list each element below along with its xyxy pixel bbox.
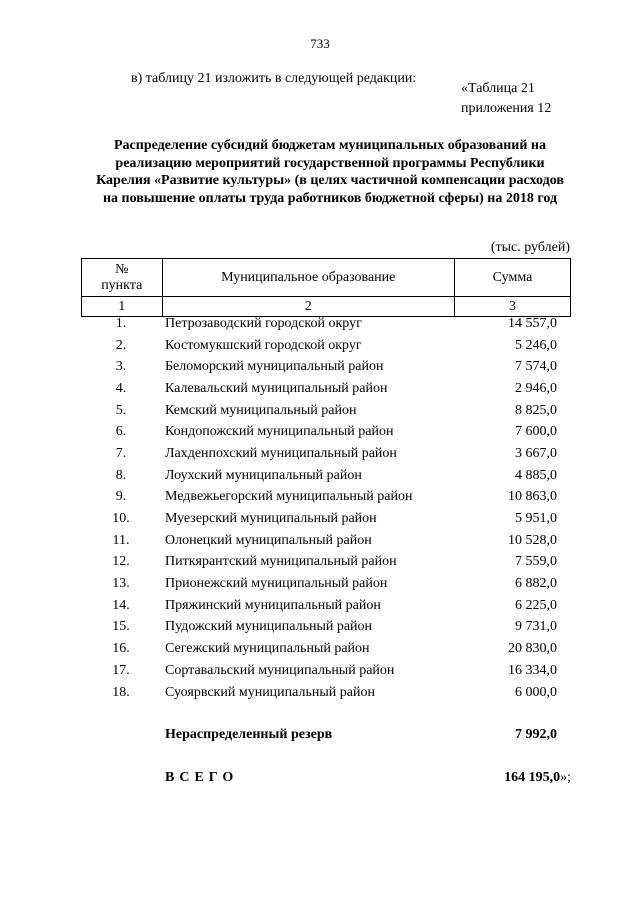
row-value: 7 574,0 — [515, 359, 557, 375]
row-value: 10 528,0 — [508, 532, 557, 548]
row-value: 4 885,0 — [515, 467, 557, 483]
row-number: 3. — [115, 359, 127, 375]
row-name: Кондопожский муниципальный район — [165, 424, 394, 440]
table-row — [81, 421, 571, 443]
table-row — [81, 530, 571, 552]
table-row — [81, 335, 571, 357]
row-number: 11. — [112, 532, 130, 548]
page-number: 733 — [310, 36, 330, 51]
row-value: 6 882,0 — [515, 576, 557, 592]
row-number: 16. — [112, 641, 130, 657]
row-value: 5 246,0 — [515, 337, 557, 353]
row-value: 9 731,0 — [515, 619, 557, 635]
row-number: 17. — [112, 662, 130, 678]
row-name: Лахденпохский муниципальный район — [165, 445, 397, 461]
table-row — [81, 617, 571, 639]
table-row — [81, 638, 571, 660]
row-name: Беломорский муниципальный район — [165, 359, 384, 375]
table-row — [81, 378, 571, 400]
row-name: Питкярантский муниципальный район — [165, 554, 397, 570]
row-number: 10. — [112, 511, 130, 527]
total-label: ВСЕГО — [165, 770, 239, 785]
row-number: 15. — [112, 619, 130, 635]
table-row — [81, 356, 571, 378]
units-label: (тыс. рублей) — [490, 240, 570, 255]
header-number — [82, 259, 163, 297]
reserve-row — [81, 727, 571, 743]
row-value: 2 946,0 — [515, 380, 557, 396]
row-number: 4. — [115, 380, 127, 396]
row-number: 2. — [115, 337, 127, 353]
row-number: 9. — [115, 489, 127, 505]
row-number: 18. — [112, 684, 130, 700]
row-number: 12. — [112, 554, 130, 570]
table-reference — [461, 79, 551, 119]
row-number: 7. — [115, 445, 127, 461]
row-number: 5. — [115, 402, 127, 418]
row-name: Лоухский муниципальный район — [165, 467, 362, 483]
row-name: Сегежский муниципальный район — [165, 641, 370, 657]
row-name: Петрозаводский городской округ — [165, 315, 362, 331]
row-value: 7 559,0 — [515, 554, 557, 570]
column-number-3: 3 — [454, 297, 570, 317]
row-name: Пряжинский муниципальный район — [165, 597, 381, 613]
header-number-line1: № — [115, 261, 129, 277]
row-number: 13. — [112, 576, 130, 592]
row-value: 20 830,0 — [508, 641, 557, 657]
row-number: 14. — [112, 597, 130, 613]
row-value: 7 600,0 — [515, 424, 557, 440]
table-reference-line1: «Таблица 21 — [461, 81, 535, 96]
row-value: 6 225,0 — [515, 597, 557, 613]
table-row — [81, 552, 571, 574]
row-name: Олонецкий муниципальный район — [165, 532, 372, 548]
column-number-1: 1 — [82, 297, 163, 317]
table-row — [81, 508, 571, 530]
row-name: Прионежский муниципальный район — [165, 576, 388, 592]
row-value: 16 334,0 — [508, 662, 557, 678]
row-value: 10 863,0 — [508, 489, 557, 505]
row-name: Пудожский муниципальный район — [165, 619, 373, 635]
header-number-line2: пункта — [101, 277, 143, 293]
row-name: Костомукшский городской округ — [165, 337, 362, 353]
table-row — [81, 660, 571, 682]
total-value: 164 195,0 — [504, 770, 561, 785]
row-value: 5 951,0 — [515, 511, 557, 527]
table-header — [81, 258, 571, 317]
header-municipality: Муниципальное образование — [162, 259, 454, 297]
row-name: Медвежьегорский муниципальный район — [165, 489, 413, 505]
total-row — [81, 770, 571, 786]
row-name: Калевальский муниципальный район — [165, 380, 388, 396]
table-row — [81, 443, 571, 465]
row-value: 8 825,0 — [515, 402, 557, 418]
table-row — [81, 400, 571, 422]
row-number: 6. — [115, 424, 127, 440]
total-value-group — [504, 770, 571, 786]
table-row — [81, 313, 571, 335]
document-title: Распределение субсидий бюджетам муниципальных образований на реализацию мероприятий государственной программы Республики Карелия «Развитие культуры» (в целях частичной компенсации расходов на повышение оплаты труда работников бюджетной сферы) на 2018 год — [96, 138, 564, 206]
reserve-label: Нераспределенный резерв — [165, 727, 333, 742]
table-row — [81, 487, 571, 509]
table-row — [81, 595, 571, 617]
row-name: Суоярвский муниципальный район — [165, 684, 375, 700]
table-body — [81, 313, 571, 703]
table-row — [81, 682, 571, 704]
table-row — [81, 573, 571, 595]
row-number: 8. — [115, 467, 127, 483]
table-reference-line2: приложения 12 — [461, 101, 552, 116]
reserve-value: 7 992,0 — [515, 727, 557, 742]
row-name: Сортавальский муниципальный район — [165, 662, 395, 678]
column-number-2: 2 — [162, 297, 454, 317]
row-name: Кемский муниципальный район — [165, 402, 357, 418]
instruction-text: в) таблицу 21 изложить в следующей редакции: — [131, 71, 417, 86]
header-sum: Сумма — [454, 259, 570, 297]
row-number: 1. — [115, 315, 127, 331]
closing-quote: »; — [560, 770, 571, 785]
row-value: 3 667,0 — [515, 445, 557, 461]
table-row — [81, 465, 571, 487]
row-name: Муезерский муниципальный район — [165, 511, 377, 527]
row-value: 14 557,0 — [508, 315, 557, 331]
row-value: 6 000,0 — [515, 684, 557, 700]
